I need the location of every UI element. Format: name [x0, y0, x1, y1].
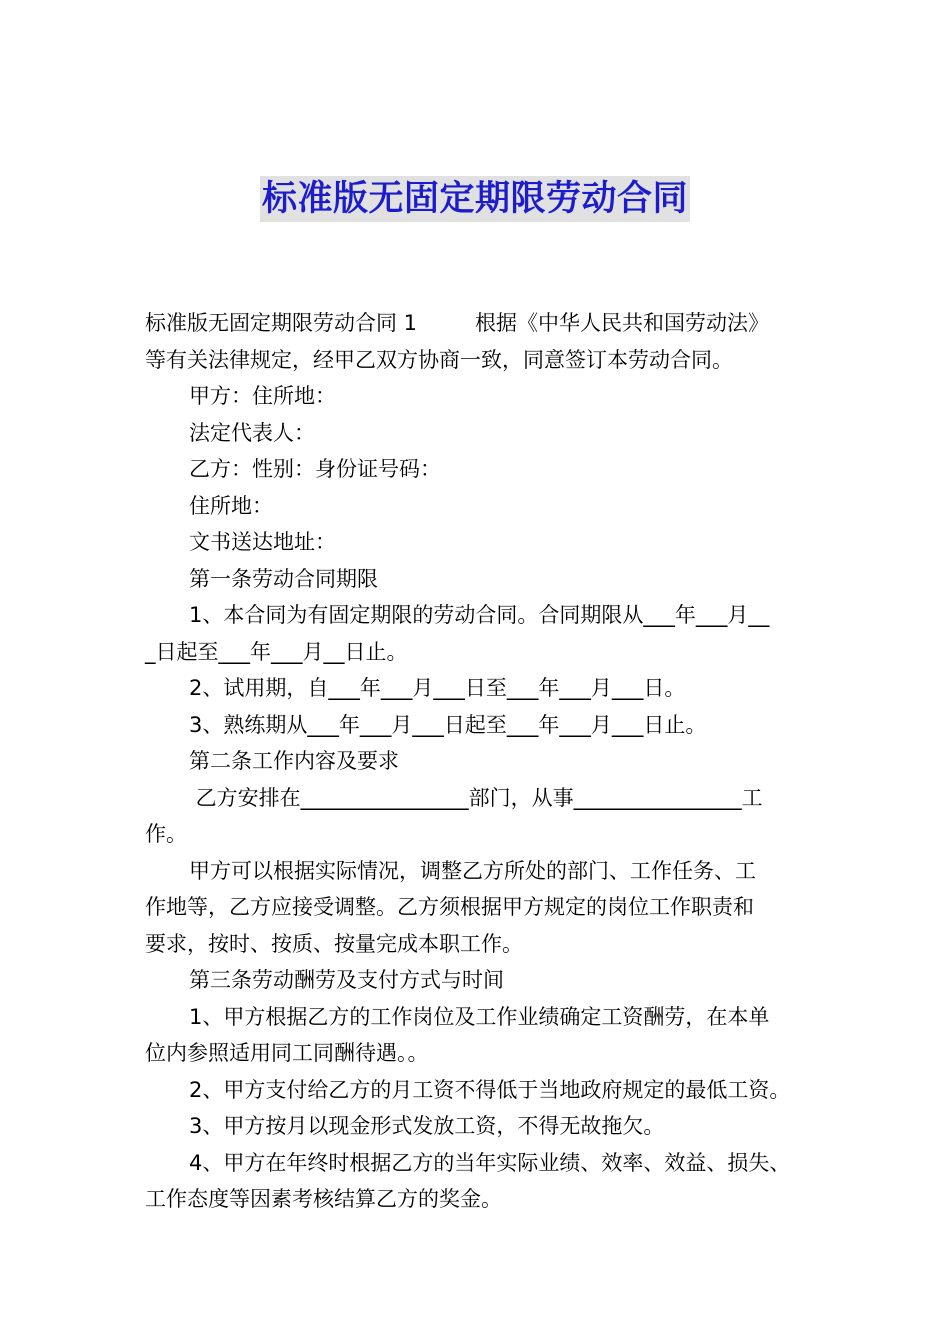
paragraph-text: 位内参照适用同工同酬待遇。。 [145, 1041, 429, 1065]
document-body [145, 305, 810, 1218]
paragraph-text: 4、甲方在年终时根据乙方的当年实际业绩、效率、效益、损失、 [189, 1150, 791, 1175]
paragraph-line [145, 488, 810, 525]
paragraph-text: 乙方：性别：身份证号码： [189, 457, 441, 481]
paragraph-text: 第二条工作内容及要求 [189, 749, 399, 773]
paragraph-text: 作地等，乙方应接受调整。乙方须根据甲方规定的岗位工作职责和 [145, 895, 754, 919]
paragraph-text: 3、熟练期从___年___月___日起至___年___月___日止。 [189, 712, 707, 737]
paragraph-line [145, 999, 810, 1036]
paragraph-line [145, 889, 810, 926]
paragraph-text: 第三条劳动酬劳及支付方式与时间 [189, 968, 504, 992]
paragraph-text: 2、试用期，自___年___月___日至___年___月___日。 [189, 676, 686, 700]
document-title: 标准版无固定期限劳动合同 [260, 176, 690, 222]
paragraph-text: 要求，按时、按质、按量完成本职工作。 [145, 931, 523, 956]
paragraph-line [145, 926, 810, 963]
paragraph-text: 1、甲方根据乙方的工作岗位及工作业绩确定工资酬劳，在本单 [189, 1004, 770, 1029]
paragraph-text: _日起至___年___月__日止。 [145, 639, 408, 664]
paragraph-text: 标准版无固定期限劳动合同 1 [145, 311, 418, 335]
paragraph-text: 3、甲方按月以现金形式发放工资，不得无故拖欠。 [189, 1114, 665, 1138]
title-container [0, 176, 950, 222]
paragraph-text: 作。 [145, 822, 187, 846]
paragraph-text: 2、甲方支付给乙方的月工资不得低于当地政府规定的最低工资。 [189, 1077, 791, 1102]
paragraph-text: 乙方安排在________________部门，从事________________工 [189, 785, 763, 810]
paragraph-text: 甲方：住所地： [189, 384, 336, 408]
paragraph-line [145, 1072, 810, 1109]
paragraph-line [145, 524, 810, 561]
section-heading [145, 561, 810, 598]
paragraph-line [145, 305, 810, 342]
paragraph-line [145, 707, 810, 744]
paragraph-line [145, 1108, 810, 1145]
paragraph-text: 法定代表人： [189, 420, 315, 445]
paragraph-text: 甲方可以根据实际情况，调整乙方所处的部门、工作任务、工 [189, 858, 756, 883]
paragraph-line [145, 670, 810, 707]
section-heading [145, 743, 810, 780]
paragraph-line [145, 1181, 810, 1218]
paragraph-line [145, 415, 810, 452]
paragraph-text: 等有关法律规定，经甲乙双方协商一致，同意签订本劳动合同。 [145, 347, 733, 372]
paragraph-line [145, 1035, 810, 1072]
paragraph-line [145, 451, 810, 488]
paragraph-text: 住所地： [189, 493, 273, 518]
paragraph-text: 工作态度等因素考核结算乙方的奖金。 [145, 1187, 502, 1211]
paragraph-line [145, 780, 810, 817]
paragraph-line [145, 378, 810, 415]
paragraph-text: 第一条劳动合同期限 [189, 566, 378, 591]
paragraph-text: 1、本合同为有固定期限的劳动合同。合同期限从___年___月__ [189, 603, 770, 627]
paragraph-line [145, 634, 810, 671]
paragraph-text: 根据《中华人民共和国劳动法》 [475, 311, 770, 335]
paragraph-line [145, 1145, 810, 1182]
section-heading [145, 962, 810, 999]
paragraph-line [145, 816, 810, 853]
paragraph-line [145, 342, 810, 379]
paragraph-line [145, 597, 810, 634]
paragraph-text: 文书送达地址： [189, 530, 336, 554]
paragraph-line [145, 853, 810, 890]
